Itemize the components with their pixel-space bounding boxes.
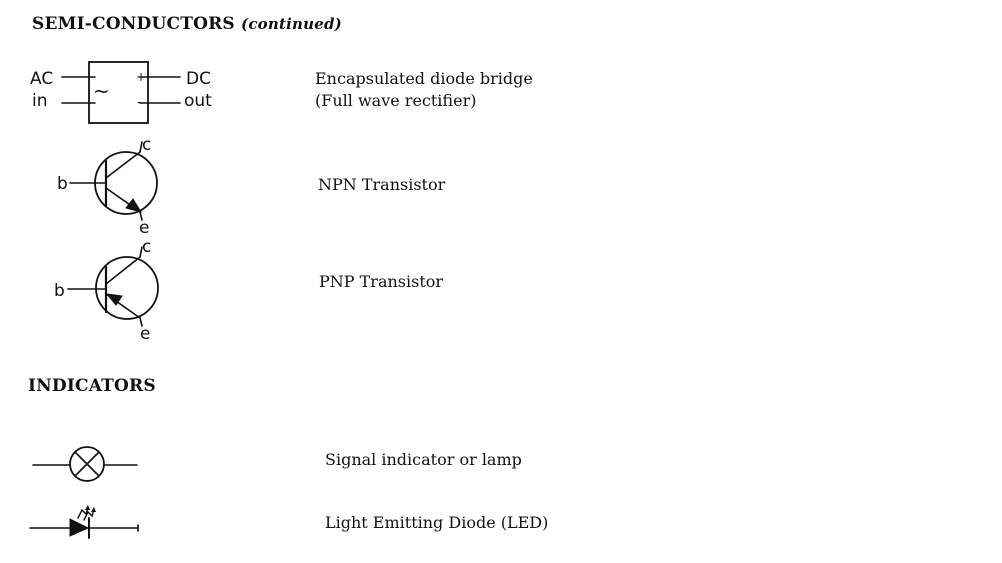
plus-mark: + (136, 70, 147, 84)
npn-description: NPN Transistor (318, 175, 446, 194)
semiconductors-title: SEMI-CONDUCTORS (32, 14, 235, 34)
diode-bridge-desc-line1: Encapsulated diode bridge (315, 69, 533, 88)
led-diode-triangle (70, 519, 88, 536)
pnp-emitter-label: e (140, 324, 151, 344)
led-ray-arrowhead-1 (85, 505, 90, 510)
pnp-collector-label: c (142, 237, 152, 257)
in-label: in (32, 91, 48, 111)
pnp-base-label: b (54, 281, 65, 301)
npn-emitter-label: e (139, 218, 150, 238)
ac-wave-symbol: ~ (93, 79, 110, 103)
led-ray-arrowhead-2 (91, 507, 96, 512)
out-label: out (184, 91, 212, 111)
ac-label: AC (30, 69, 54, 89)
diode-bridge-description (315, 68, 533, 112)
led-symbol (0, 0, 260, 560)
dc-label: DC (186, 69, 211, 89)
continued-note: (continued) (241, 15, 342, 33)
pnp-description: PNP Transistor (319, 272, 444, 291)
lamp-description: Signal indicator or lamp (325, 450, 522, 469)
section-title-indicators: INDICATORS (28, 376, 156, 396)
npn-base-label: b (57, 174, 68, 194)
npn-collector-label: c (142, 135, 152, 155)
diode-bridge-desc-line2: (Full wave rectifier) (315, 91, 477, 110)
led-description: Light Emitting Diode (LED) (325, 513, 549, 532)
minus-mark: - (137, 95, 142, 109)
